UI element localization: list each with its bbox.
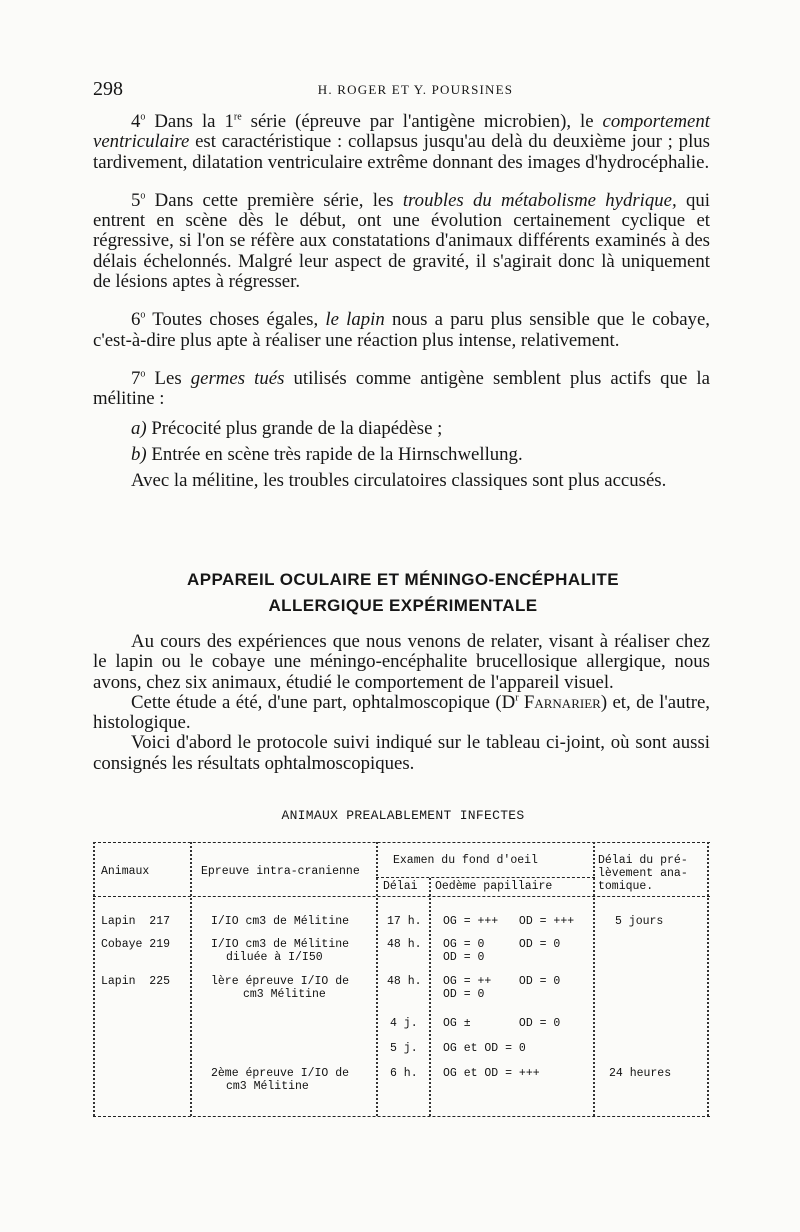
table-vrule-3 bbox=[429, 878, 431, 1116]
row-3-animal: Lapin 225 bbox=[101, 975, 171, 988]
paragraph-7-text-b: utilisés comme antigène semblent plus actifs que la mélitine : bbox=[93, 367, 710, 410]
paragraph-melitine: Avec la mélitine, les troubles circulatoires classiques sont plus accusés. bbox=[131, 470, 667, 492]
row-2-animal: Cobaye 219 bbox=[101, 938, 171, 951]
header-prelevement-3: tomique. bbox=[598, 880, 654, 893]
paragraph-4 bbox=[93, 112, 710, 173]
intro-paragraph-1: Au cours des expériences que nous venons de relater, visant à réaliser chez le lapin ou le cobaye une méningo-encéphalite brucellosique allergique, nous avons, chez six animaux, étudié le comportement de l'appareil visuel. bbox=[93, 631, 710, 693]
header-prelevement-2: lèvement ana- bbox=[598, 867, 688, 880]
row-4-oedeme: OG ± OD = 0 bbox=[443, 1017, 561, 1030]
paragraph-7-emphasis: germes tués bbox=[190, 367, 285, 389]
table-rule-header bbox=[93, 896, 710, 897]
paragraph-4-emphasis: comportement ventriculaire bbox=[93, 111, 710, 153]
row-3-delai: 48 h. bbox=[387, 975, 422, 988]
intro-text bbox=[93, 632, 710, 774]
paragraph-5-text-b: qui entrent en scène dès le début, ont une évolution certainement cyclique et régressive, si l'on se réfère aux constatations d'animaux différents examinés à des délais échelonnés. Malgré leur aspect de gravité, il s'agirait donc là uniquement de lésions aptes à régresser. bbox=[93, 189, 710, 293]
running-head: H. ROGER ET Y. POURSINES bbox=[317, 82, 514, 97]
row-2-oedeme-2: OD = 0 bbox=[443, 951, 485, 964]
table-vrule-2 bbox=[376, 842, 378, 1116]
section-title-line-1: APPAREIL OCULAIRE ET MÉNINGO-ENCÉPHALITE bbox=[187, 570, 619, 589]
paragraph-4-number: 4 bbox=[131, 111, 141, 132]
table-vrule-4 bbox=[593, 842, 595, 1116]
row-2-oedeme-1: OG = 0 OD = 0 bbox=[443, 938, 561, 951]
paragraph-6-number-sup: o bbox=[140, 310, 146, 322]
table-rule-subheader bbox=[376, 877, 595, 878]
row-1-oedeme: OG = +++ OD = +++ bbox=[443, 915, 575, 928]
header-oedeme: Oedème papillaire bbox=[435, 880, 553, 893]
row-1-epreuve: I/IO cm3 de Mélitine bbox=[211, 915, 350, 928]
header-animaux: Animaux bbox=[101, 865, 150, 878]
table-rule-bottom bbox=[93, 1116, 710, 1117]
paragraph-7 bbox=[93, 369, 710, 410]
row-3-epreuve-1: lère épreuve I/IO de bbox=[211, 975, 350, 988]
intro-paragraph-2-name: Farnarier bbox=[518, 691, 601, 713]
paragraph-4-number-sup: o bbox=[140, 111, 146, 123]
paragraph-5-emphasis: troubles du métabolisme hydrique, bbox=[402, 189, 677, 211]
row-2-delai: 48 h. bbox=[387, 938, 422, 951]
paragraph-7-number: 7 bbox=[131, 367, 141, 389]
paragraph-5-text-a: Dans cette première série, les bbox=[145, 189, 403, 211]
intro-paragraph-2 bbox=[93, 693, 710, 734]
paragraph-7-text-a: Les bbox=[145, 367, 191, 389]
header-examen: Examen du fond d'oeil bbox=[393, 854, 538, 867]
paragraph-6-number: 6 bbox=[131, 309, 141, 331]
list-text-a: Précocité plus grande de la diapédèse ; bbox=[146, 417, 443, 439]
table-vrule-left bbox=[93, 842, 95, 1116]
table-caption: ANIMAUX PREALABLEMENT INFECTES bbox=[281, 808, 525, 823]
header-delai: Délai bbox=[383, 880, 418, 893]
paragraph-4-text-c: est caractéristique : collapsus jusqu'au delà du deuxième jour ; plus tardivement, dilatation ventriculaire extrême donnant des images d'hydrocéphalie. bbox=[93, 131, 710, 173]
paragraph-6-text-a: Toutes choses égales, bbox=[145, 309, 326, 331]
body-text bbox=[93, 112, 710, 491]
row-6-oedeme: OG et OD = +++ bbox=[443, 1067, 540, 1080]
paragraph-4-text-a: Dans la 1 bbox=[145, 111, 234, 132]
list-text-b: Entrée en scène très rapide de la Hirnschwellung. bbox=[146, 443, 523, 465]
intro-paragraph-3: Voici d'abord le protocole suivi indiqué sur le tableau ci-joint, où sont aussi consignés les résultats ophtalmoscopiques. bbox=[93, 732, 710, 774]
row-6-epreuve-2: cm3 Mélitine bbox=[226, 1080, 309, 1093]
row-1-delai: 17 h. bbox=[387, 915, 422, 928]
table-rule-top bbox=[93, 842, 710, 843]
row-1-prelevement: 5 jours bbox=[615, 915, 664, 928]
row-3-oedeme-1: OG = ++ OD = 0 bbox=[443, 975, 561, 988]
paragraph-5-number: 5 bbox=[131, 189, 141, 211]
paragraph-5 bbox=[93, 191, 710, 292]
intro-paragraph-2-text-b: ) et, de l'autre, histologique. bbox=[93, 691, 711, 734]
list-marker-b: b) bbox=[131, 443, 147, 465]
paragraph-4-text-b: série (épreuve par l'antigène microbien), le bbox=[241, 111, 603, 132]
intro-paragraph-2-text-a: Cette étude a été, d'une part, ophtalmoscopique (D bbox=[131, 691, 516, 713]
row-2-epreuve-1: I/IO cm3 de Mélitine bbox=[211, 938, 350, 951]
list-marker-a: a) bbox=[131, 417, 147, 439]
list-item-a bbox=[93, 419, 710, 439]
paragraph-4-series-sup: re bbox=[233, 111, 242, 123]
row-6-delai: 6 h. bbox=[390, 1067, 418, 1080]
row-5-delai: 5 j. bbox=[390, 1042, 418, 1055]
list-item-b bbox=[93, 445, 710, 465]
row-3-epreuve-2: cm3 Mélitine bbox=[243, 988, 326, 1001]
header-epreuve: Epreuve intra-cranienne bbox=[201, 865, 360, 878]
row-4-delai: 4 j. bbox=[390, 1017, 418, 1030]
row-5-oedeme: OG et OD = 0 bbox=[443, 1042, 526, 1055]
header-prelevement-1: Délai du pré- bbox=[598, 854, 688, 867]
results-table bbox=[93, 840, 710, 1124]
paragraph-6 bbox=[93, 310, 710, 351]
row-2-epreuve-2: diluée à I/I50 bbox=[226, 951, 323, 964]
paragraph-6-emphasis: le lapin bbox=[325, 309, 385, 331]
paragraph-7-number-sup: o bbox=[140, 368, 146, 380]
row-6-prelevement: 24 heures bbox=[609, 1067, 672, 1080]
intro-paragraph-2-sup: r bbox=[515, 692, 519, 704]
paragraph-6-text-b: nous a paru plus sensible que le cobaye, c'est-à-dire plus apte à réaliser une réaction plus intense, relativement. bbox=[93, 309, 710, 351]
page-header bbox=[93, 78, 713, 102]
row-3-oedeme-2: OD = 0 bbox=[443, 988, 485, 1001]
row-6-epreuve-1: 2ème épreuve I/IO de bbox=[211, 1067, 350, 1080]
page-number: 298 bbox=[93, 78, 123, 100]
row-1-animal: Lapin 217 bbox=[101, 915, 171, 928]
table-vrule-right bbox=[707, 842, 709, 1116]
section-title-line-2: ALLERGIQUE EXPÉRIMENTALE bbox=[268, 596, 538, 615]
paragraph-5-number-sup: o bbox=[140, 190, 146, 202]
table-vrule-1 bbox=[190, 842, 192, 1116]
